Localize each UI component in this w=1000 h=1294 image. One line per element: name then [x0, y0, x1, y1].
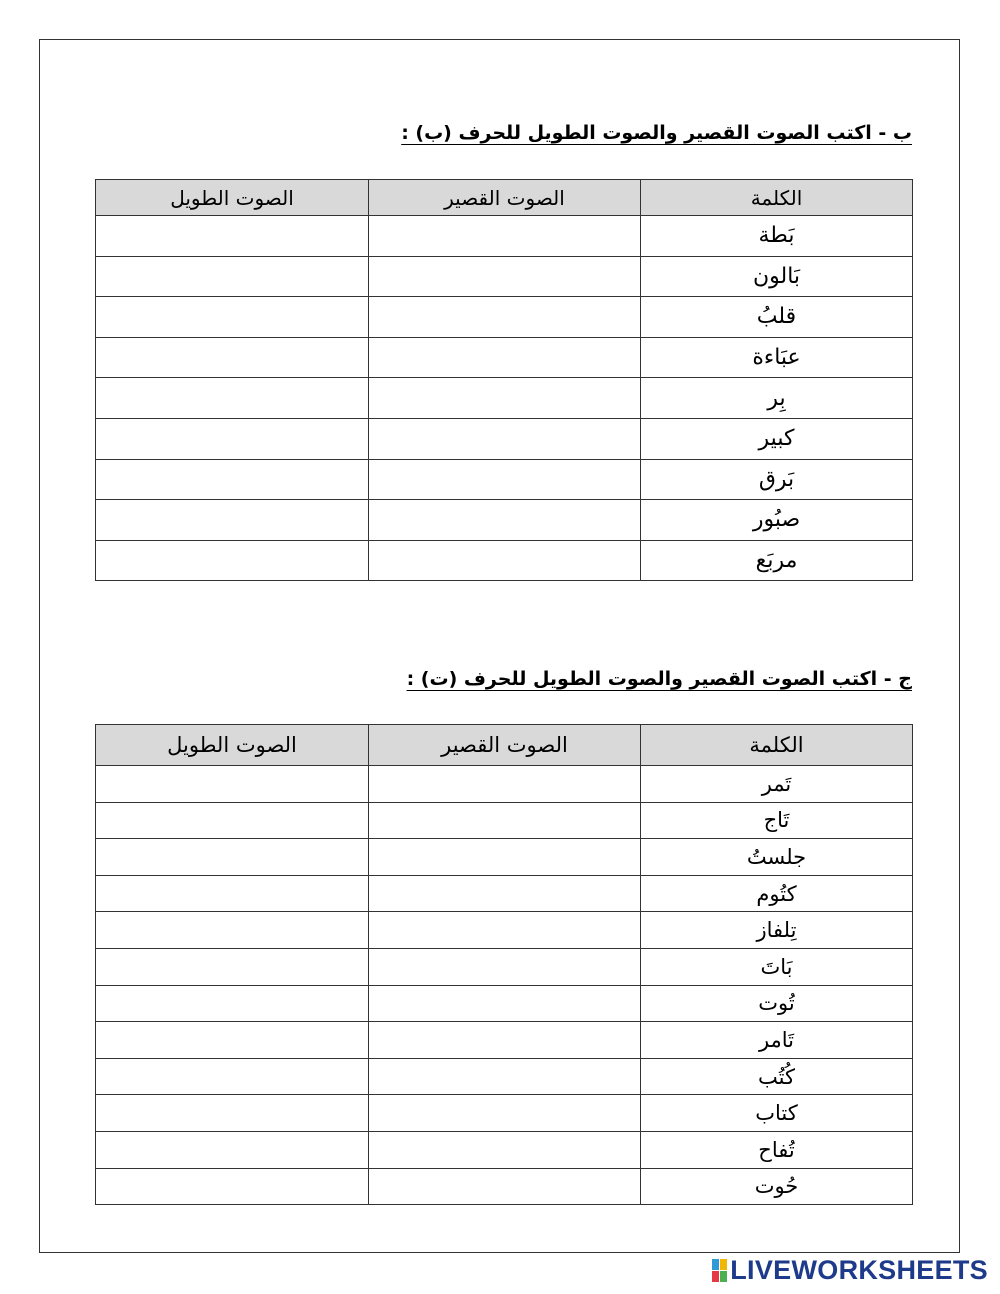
- short-sound-answer-cell[interactable]: [369, 802, 641, 839]
- long-sound-answer-cell[interactable]: [96, 500, 369, 541]
- word-cell: حُوت: [641, 1168, 913, 1205]
- word-cell: بَرق: [641, 459, 913, 500]
- short-sound-answer-cell[interactable]: [369, 766, 641, 803]
- long-sound-answer-cell[interactable]: [96, 1168, 369, 1205]
- long-sound-answer-cell[interactable]: [96, 216, 369, 257]
- word-cell: تُوت: [641, 985, 913, 1022]
- word-cell: تَامر: [641, 1022, 913, 1059]
- table-row: [96, 1095, 913, 1132]
- long-sound-answer-cell[interactable]: [96, 459, 369, 500]
- short-sound-answer-cell[interactable]: [369, 985, 641, 1022]
- long-sound-answer-cell[interactable]: [96, 1131, 369, 1168]
- table-row: [96, 540, 913, 581]
- word-cell: قلبُ: [641, 297, 913, 338]
- table-row: [96, 256, 913, 297]
- long-sound-answer-cell[interactable]: [96, 256, 369, 297]
- short-sound-answer-cell[interactable]: [369, 216, 641, 257]
- section-c-heading: ج - اكتب الصوت القصير والصوت الطويل للحرف (ت) :: [406, 668, 912, 690]
- table-row: [96, 875, 913, 912]
- word-cell: صبُور: [641, 500, 913, 541]
- table-row: [96, 1022, 913, 1059]
- table-row: [96, 337, 913, 378]
- word-cell: جلستُ: [641, 839, 913, 876]
- short-sound-answer-cell[interactable]: [369, 378, 641, 419]
- long-sound-answer-cell[interactable]: [96, 418, 369, 459]
- column-header-short-sound: الصوت القصير: [369, 180, 641, 216]
- column-header-short-sound: الصوت القصير: [369, 725, 641, 766]
- table-row: [96, 418, 913, 459]
- short-sound-answer-cell[interactable]: [369, 256, 641, 297]
- short-sound-answer-cell[interactable]: [369, 1022, 641, 1059]
- word-cell: عبَاءة: [641, 337, 913, 378]
- column-header-word: الكلمة: [641, 180, 913, 216]
- column-header-long-sound: الصوت الطويل: [96, 180, 369, 216]
- word-cell: بَاتَ: [641, 948, 913, 985]
- word-cell: تَاج: [641, 802, 913, 839]
- table-row: [96, 459, 913, 500]
- liveworksheets-logo: [712, 1256, 988, 1284]
- short-sound-answer-cell[interactable]: [369, 912, 641, 949]
- long-sound-answer-cell[interactable]: [96, 985, 369, 1022]
- section-c-table: [95, 724, 913, 1205]
- long-sound-answer-cell[interactable]: [96, 766, 369, 803]
- logo-icon: [712, 1259, 727, 1282]
- short-sound-answer-cell[interactable]: [369, 875, 641, 912]
- table-row: [96, 948, 913, 985]
- table-row: [96, 1168, 913, 1205]
- column-header-long-sound: الصوت الطويل: [96, 725, 369, 766]
- table-row: [96, 378, 913, 419]
- long-sound-answer-cell[interactable]: [96, 839, 369, 876]
- table-row: [96, 912, 913, 949]
- word-cell: كُتُب: [641, 1058, 913, 1095]
- word-cell: كتُوم: [641, 875, 913, 912]
- logo-square: [712, 1259, 719, 1270]
- table-row: [96, 1058, 913, 1095]
- word-cell: كبير: [641, 418, 913, 459]
- section-b-table: [95, 179, 913, 581]
- short-sound-answer-cell[interactable]: [369, 297, 641, 338]
- short-sound-answer-cell[interactable]: [369, 1168, 641, 1205]
- short-sound-answer-cell[interactable]: [369, 1095, 641, 1132]
- long-sound-answer-cell[interactable]: [96, 1022, 369, 1059]
- table-row: [96, 1131, 913, 1168]
- short-sound-answer-cell[interactable]: [369, 459, 641, 500]
- section-b-rows: [96, 216, 913, 581]
- column-header-word: الكلمة: [641, 725, 913, 766]
- logo-square: [720, 1271, 727, 1282]
- logo-square: [712, 1271, 719, 1282]
- long-sound-answer-cell[interactable]: [96, 540, 369, 581]
- word-cell: تَمر: [641, 766, 913, 803]
- table-row: [96, 766, 913, 803]
- word-cell: بَطة: [641, 216, 913, 257]
- section-c-rows: [96, 766, 913, 1205]
- short-sound-answer-cell[interactable]: [369, 337, 641, 378]
- word-cell: بَالون: [641, 256, 913, 297]
- word-cell: كتاب: [641, 1095, 913, 1132]
- long-sound-answer-cell[interactable]: [96, 802, 369, 839]
- table-row: [96, 839, 913, 876]
- table-row: [96, 985, 913, 1022]
- short-sound-answer-cell[interactable]: [369, 839, 641, 876]
- table-row: [96, 216, 913, 257]
- logo-square: [720, 1259, 727, 1270]
- table-header-row: [96, 725, 913, 766]
- short-sound-answer-cell[interactable]: [369, 1058, 641, 1095]
- short-sound-answer-cell[interactable]: [369, 500, 641, 541]
- table-row: [96, 500, 913, 541]
- word-cell: بِر: [641, 378, 913, 419]
- word-cell: تِلفاز: [641, 912, 913, 949]
- long-sound-answer-cell[interactable]: [96, 1058, 369, 1095]
- short-sound-answer-cell[interactable]: [369, 418, 641, 459]
- short-sound-answer-cell[interactable]: [369, 540, 641, 581]
- table-row: [96, 297, 913, 338]
- short-sound-answer-cell[interactable]: [369, 1131, 641, 1168]
- table-row: [96, 802, 913, 839]
- long-sound-answer-cell[interactable]: [96, 1095, 369, 1132]
- short-sound-answer-cell[interactable]: [369, 948, 641, 985]
- long-sound-answer-cell[interactable]: [96, 337, 369, 378]
- brand-name: LIVEWORKSHEETS: [730, 1254, 988, 1285]
- section-b-heading: ب - اكتب الصوت القصير والصوت الطويل للحرف (ب) :: [401, 122, 912, 144]
- word-cell: تُفاح: [641, 1131, 913, 1168]
- long-sound-answer-cell[interactable]: [96, 297, 369, 338]
- long-sound-answer-cell[interactable]: [96, 912, 369, 949]
- table-header-row: [96, 180, 913, 216]
- long-sound-answer-cell[interactable]: [96, 948, 369, 985]
- long-sound-answer-cell[interactable]: [96, 875, 369, 912]
- long-sound-answer-cell[interactable]: [96, 378, 369, 419]
- word-cell: مربَع: [641, 540, 913, 581]
